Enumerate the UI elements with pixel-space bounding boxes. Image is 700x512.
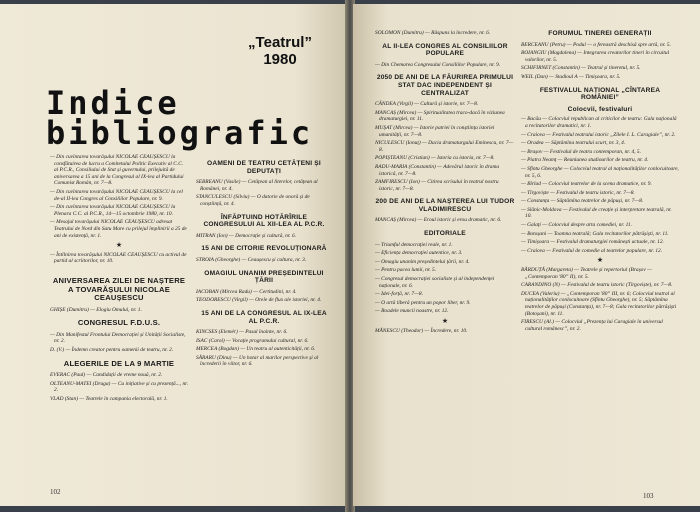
entry: — Bîrlad — Colocviul teatrelor de la scena dramatice, nr. 9. xyxy=(521,181,652,188)
entry: CARANDINO (N) — Festivalul de teatru istoric (Tîrgoviște), nr. 7—8. xyxy=(521,282,673,289)
entry: STROIA (Gheorghe) — Ceaușescu și cultura, nr. 3. xyxy=(196,256,307,263)
left-page xyxy=(0,4,347,506)
entry: — Craiova — Festivalul de comedie al teatrelor populare, nr. 12. xyxy=(521,247,663,254)
entry: ISAC (Carol) — Vocație programului cultural, nr. 6. xyxy=(196,337,309,344)
entry: TEODORESCU (Virgil) — Orele de flux ale istoriei, nr. 4. xyxy=(196,297,322,304)
entry: — Triumful democrației reale, nr. 1. xyxy=(375,241,453,248)
entry: SCHIFIRNET (Constantin) — Teatrul și tineretul, nr. 5. xyxy=(521,65,641,72)
section-heading: FORUMUL TINEREI GENERAȚII xyxy=(548,30,652,37)
entry: RADU-MARIA (Constantin) — Adevărul istoric în drama istorică, nr. 7—8. xyxy=(375,163,500,177)
entry: — Eficiența democrației autentice, nr. 3. xyxy=(375,250,463,257)
right-column-2 xyxy=(521,30,679,334)
section-heading: OAMENI DE TEATRU CETĂȚENI ȘI DEPUTAȚI xyxy=(207,160,321,175)
section-heading: EDITORIALE xyxy=(424,230,466,238)
section-heading: 15 ANI DE CITORIE REVOLUȚIONARĂ xyxy=(201,245,327,253)
entry: KINCSES (Elemér) — Pasul înainte, nr. 6. xyxy=(196,329,288,336)
index-title xyxy=(46,84,336,152)
entry: — Botoșani — Toamna teatrală; Gala recitatorilor pătrășiști, nr. 11. xyxy=(521,230,669,237)
entry: BĂRDUȚĂ (Margareta) — Teatrele și repertoriul (Brașov — „Contemporan '80” II), nr. 5. xyxy=(521,267,652,280)
entry: — Roadele muncii noastre, nr. 12. xyxy=(375,308,449,315)
entry: — O artă liberă pentru un popor liber, nr. 9. xyxy=(375,299,471,306)
title-line-2: bibliografic xyxy=(46,114,314,152)
intro-item: — Întîlnirea tovarășului NICOLAE CEAUȘESCU cu activul de partid al scriitorilor, nr. 10. xyxy=(50,251,187,265)
section-heading: ALEGERILE DE LA 9 MARTIE xyxy=(63,358,175,368)
entry: MUȘAT (Mircea) — Istorie patriei în conștiința istoriei umanității, nr. 7—8. xyxy=(375,124,495,138)
entry: — Congresul democrației socialiste și al independenței naționale, nr. 6. xyxy=(375,276,495,289)
section-heading: ÎNFĂPTUIND HOTĂRÎRILE CONGRESULUI AL XII-LEA AL P.C.R. xyxy=(203,213,325,229)
section-heading: 200 DE ANI DE LA NAȘTEREA LUI TUDOR VLADIMIRESCU xyxy=(375,198,515,213)
magazine-title xyxy=(230,34,330,68)
entry: — Oradea — Săptămîna teatrului scurt, nr. 3, 4. xyxy=(521,140,626,147)
entry: — Slănic-Moldova — Festivalul de creație și interpretare teatrală, nr. 10. xyxy=(521,206,672,220)
title-line-1: Indice xyxy=(46,84,180,122)
intro-item: — Din cuvîntarea tovarășului NICOLAE CEAUȘESCU la cel de-al II-lea Congres al Consiliilor Populare, nr. 9. xyxy=(50,188,183,202)
entry: STANCULESCU (Silviu) — O datorie de onoră și de conștiință, nr. 4. xyxy=(196,194,310,207)
entry: MERCEA (Bogdan) — Un teatru al autenticității, nr. 6. xyxy=(196,346,316,353)
entry: WEIL (Dan) — Stadioul A — Timișoara, nr. 5. xyxy=(521,73,621,80)
entry: FIRESCU (Al.) — Colocviul „Prezența lui Caragiale în universul cultural românesc”, nr. 2. xyxy=(521,319,663,332)
entry: GHIȘE (Dumitru) — Elogiu Omului, nr. 1. xyxy=(50,306,142,313)
entry: BOIANGIU (Magdalena) — Integrarea creatorilor tineri în circuitul valorilor, nr. 5. xyxy=(521,50,670,63)
section-heading: FESTIVALUL NAȚIONAL „CÎNTAREA ROMÂNIEI” xyxy=(539,86,661,102)
entry: — Galați — Colocviul despre arta comediei, nr. 11. xyxy=(521,222,632,229)
left-column-1 xyxy=(50,154,188,405)
entry: — Din Manifestul Frontului Democrației și Unității Socialiste, nr. 2. xyxy=(50,331,186,345)
section-heading: ANIVERSAREA ZILEI DE NAȘTERE A TOVARĂȘULUI NICOLAE CEAUȘESCU xyxy=(52,275,186,303)
entry: MANCAȘ (Mircea) — Spiritualitatea traco-dacă în viziunea dramaturgiei, nr. 11. xyxy=(375,109,505,123)
section-heading: AL II-LEA CONGRES AL CONSILIILOR POPULARE xyxy=(382,42,508,58)
entry: — Craiova — Festivalul teatrului istoric „Zilele I. L. Caragiale”, nr. 2. xyxy=(521,131,676,138)
page-number: 102 xyxy=(50,488,61,496)
entry: MĂNESCU (Theodor) — Încredere, nr. 10. xyxy=(375,327,468,334)
intro-item: — Din cuvîntarea tovarășului NICOLAE CEAUȘESCU la consfătuirea de lucru a Comitetului Politic Executiv al C.C. al P.C.R., Consiliului de Stat și guvernului, prilejuită de aniversarea a 15 ani de la Congresul al IX-lea al Partidului Comunist Român, nr. 7—8. xyxy=(50,154,184,187)
title-year: 1980 xyxy=(263,51,297,68)
entry: SOLOMON (Dumitru) — Răspuns la încredere, nr. 6. xyxy=(375,30,491,36)
entry: MITRAN (Ion) — Democrație și cultură, nr. 6. xyxy=(196,232,297,239)
entry: OLTEANU-MATEI (Draga) — Cu inițiative și cu prezență..., nr. 2. xyxy=(50,380,188,394)
separator-star: ★ xyxy=(115,241,123,250)
entry: — Constanța — Săptămîna teatrelor de păpuși, nr. 7—8. xyxy=(521,198,644,205)
entry: — Bacău — Colocviul republican al criticilor de teatru: Gala națională a recitatorilor dramatici, nr. 1. xyxy=(521,116,677,129)
entry: — Brașov — Festivalul de teatru contemporan, nr. 4, 5. xyxy=(521,148,641,155)
entry: — Omagiu unanim președintelui țării, nr. 4. xyxy=(375,258,470,265)
entry: — Pentru pacea lumii, nr. 5. xyxy=(375,267,437,274)
entry: POPIȘTEANU (Cristian) — Istoria cu istoria, nr. 7—8. xyxy=(375,155,495,162)
page-number: 103 xyxy=(643,492,654,500)
entry: — Sfîntu Gheorghe — Colocviul teatral al naționalităților conlocuitoare, nr. 5, 6. xyxy=(521,165,679,179)
entry: — Piatra Neamț — Reuniunea studiourilor de teatru, nr. 4. xyxy=(521,157,649,164)
entry: BERCEANU (Petru) — Podul — o fereastră deschisă spre artă, nr. 5. xyxy=(521,41,671,48)
entry: MANCAȘ (Mircea) — Eroul istoric și erou dramatic, nr. 6. xyxy=(375,217,502,224)
entry: CÂNDEA (Virgil) — Cultură și istorie, nr. 7—8. xyxy=(375,101,479,108)
entry: — Idei-forță, nr. 7—8. xyxy=(375,291,423,298)
entry: D. (V.) — Îndemn creator pentru oamenii de teatru, nr. 2. xyxy=(50,347,174,354)
intro-item: — Din cuvîntarea tovarășului NICOLAE CEAUȘESCU la Plenara C.C. al P.C.R., 14—15 octombrie 1980, nr. 10. xyxy=(50,204,176,217)
section-heading: OMAGIUL UNANIM PREȘEDINTELUI ȚĂRII xyxy=(204,269,324,285)
entry: SEBREANU (Vasile) — Cetățean al literelor, cetățean al Românei, nr. 4. xyxy=(196,179,318,192)
entry: VLAD (Stan) — Teatrele în campania electorală, nr. 1. xyxy=(50,396,168,403)
section-heading: 15 ANI DE LA CONGRESUL AL IX-LEA AL P.C.R. xyxy=(201,309,327,325)
entry: IACOBAN (Mircea Radu) — Certitudini, nr. 4. xyxy=(196,288,297,295)
title-teatrul: „Teatrul” xyxy=(248,34,312,51)
entry: — Din Chemarea Congresului Consiliilor Populare, nr. 9. xyxy=(375,61,501,68)
separator-star: ★ xyxy=(441,317,449,325)
section-heading: CONGRESUL F.D.U.S. xyxy=(77,318,161,328)
subsection-heading: Colocvii, festivaluri xyxy=(567,105,633,113)
entry: EVERAC (Paul) — Candidații de vreme nouă, nr. 2. xyxy=(50,372,163,379)
right-column-1 xyxy=(375,30,515,336)
left-column-2 xyxy=(196,154,332,370)
section-heading: 2050 DE ANI DE LA FĂURIREA PRIMULUI STAT DAC INDEPENDENT ȘI CENTRALIZAT xyxy=(376,74,514,97)
entry: NICULESCU (Ionuț) — Dacia dramaturgului Eminescu, nr. 7—8. xyxy=(375,140,514,153)
entry: SĂRARU (Dinu) — Un hotar al marilor perspective și al încrederii în viitor, nr. 6. xyxy=(196,354,319,368)
entry: DUCEA (Valeriu) — „Contemporan '80” III, nr. 6; Colocviul teatral al naționalităților conlocuitoare (Sfîntu Gheorghe), nr. 5; Săptămîna teatrelor de păpuși (Constanța), nr. 7—8; Gala recitatorilor pătrășiști (Botoșani), nr. 11. xyxy=(521,290,677,317)
entry: ZAMFIRESCU (Ion) — Citirea scrisului în teatrul nostru istoric, nr. 7—8. xyxy=(375,179,499,192)
entry: — Tîrgoviște — Festivalul de teatru istoric, nr. 7—8. xyxy=(521,189,635,196)
right-page xyxy=(353,4,700,506)
entry: — Timișoara — Festivalul dramaturgiei românești actuale, nr. 12. xyxy=(521,239,664,246)
intro-item: — Mesajul tovarășului NICOLAE CEAUȘESCU adresat Teatrului de Nord din Satu Mare cu prilejul împlinirii a 25 de ani de existență, nr. 1. xyxy=(50,219,187,239)
separator-star: ★ xyxy=(596,256,604,265)
